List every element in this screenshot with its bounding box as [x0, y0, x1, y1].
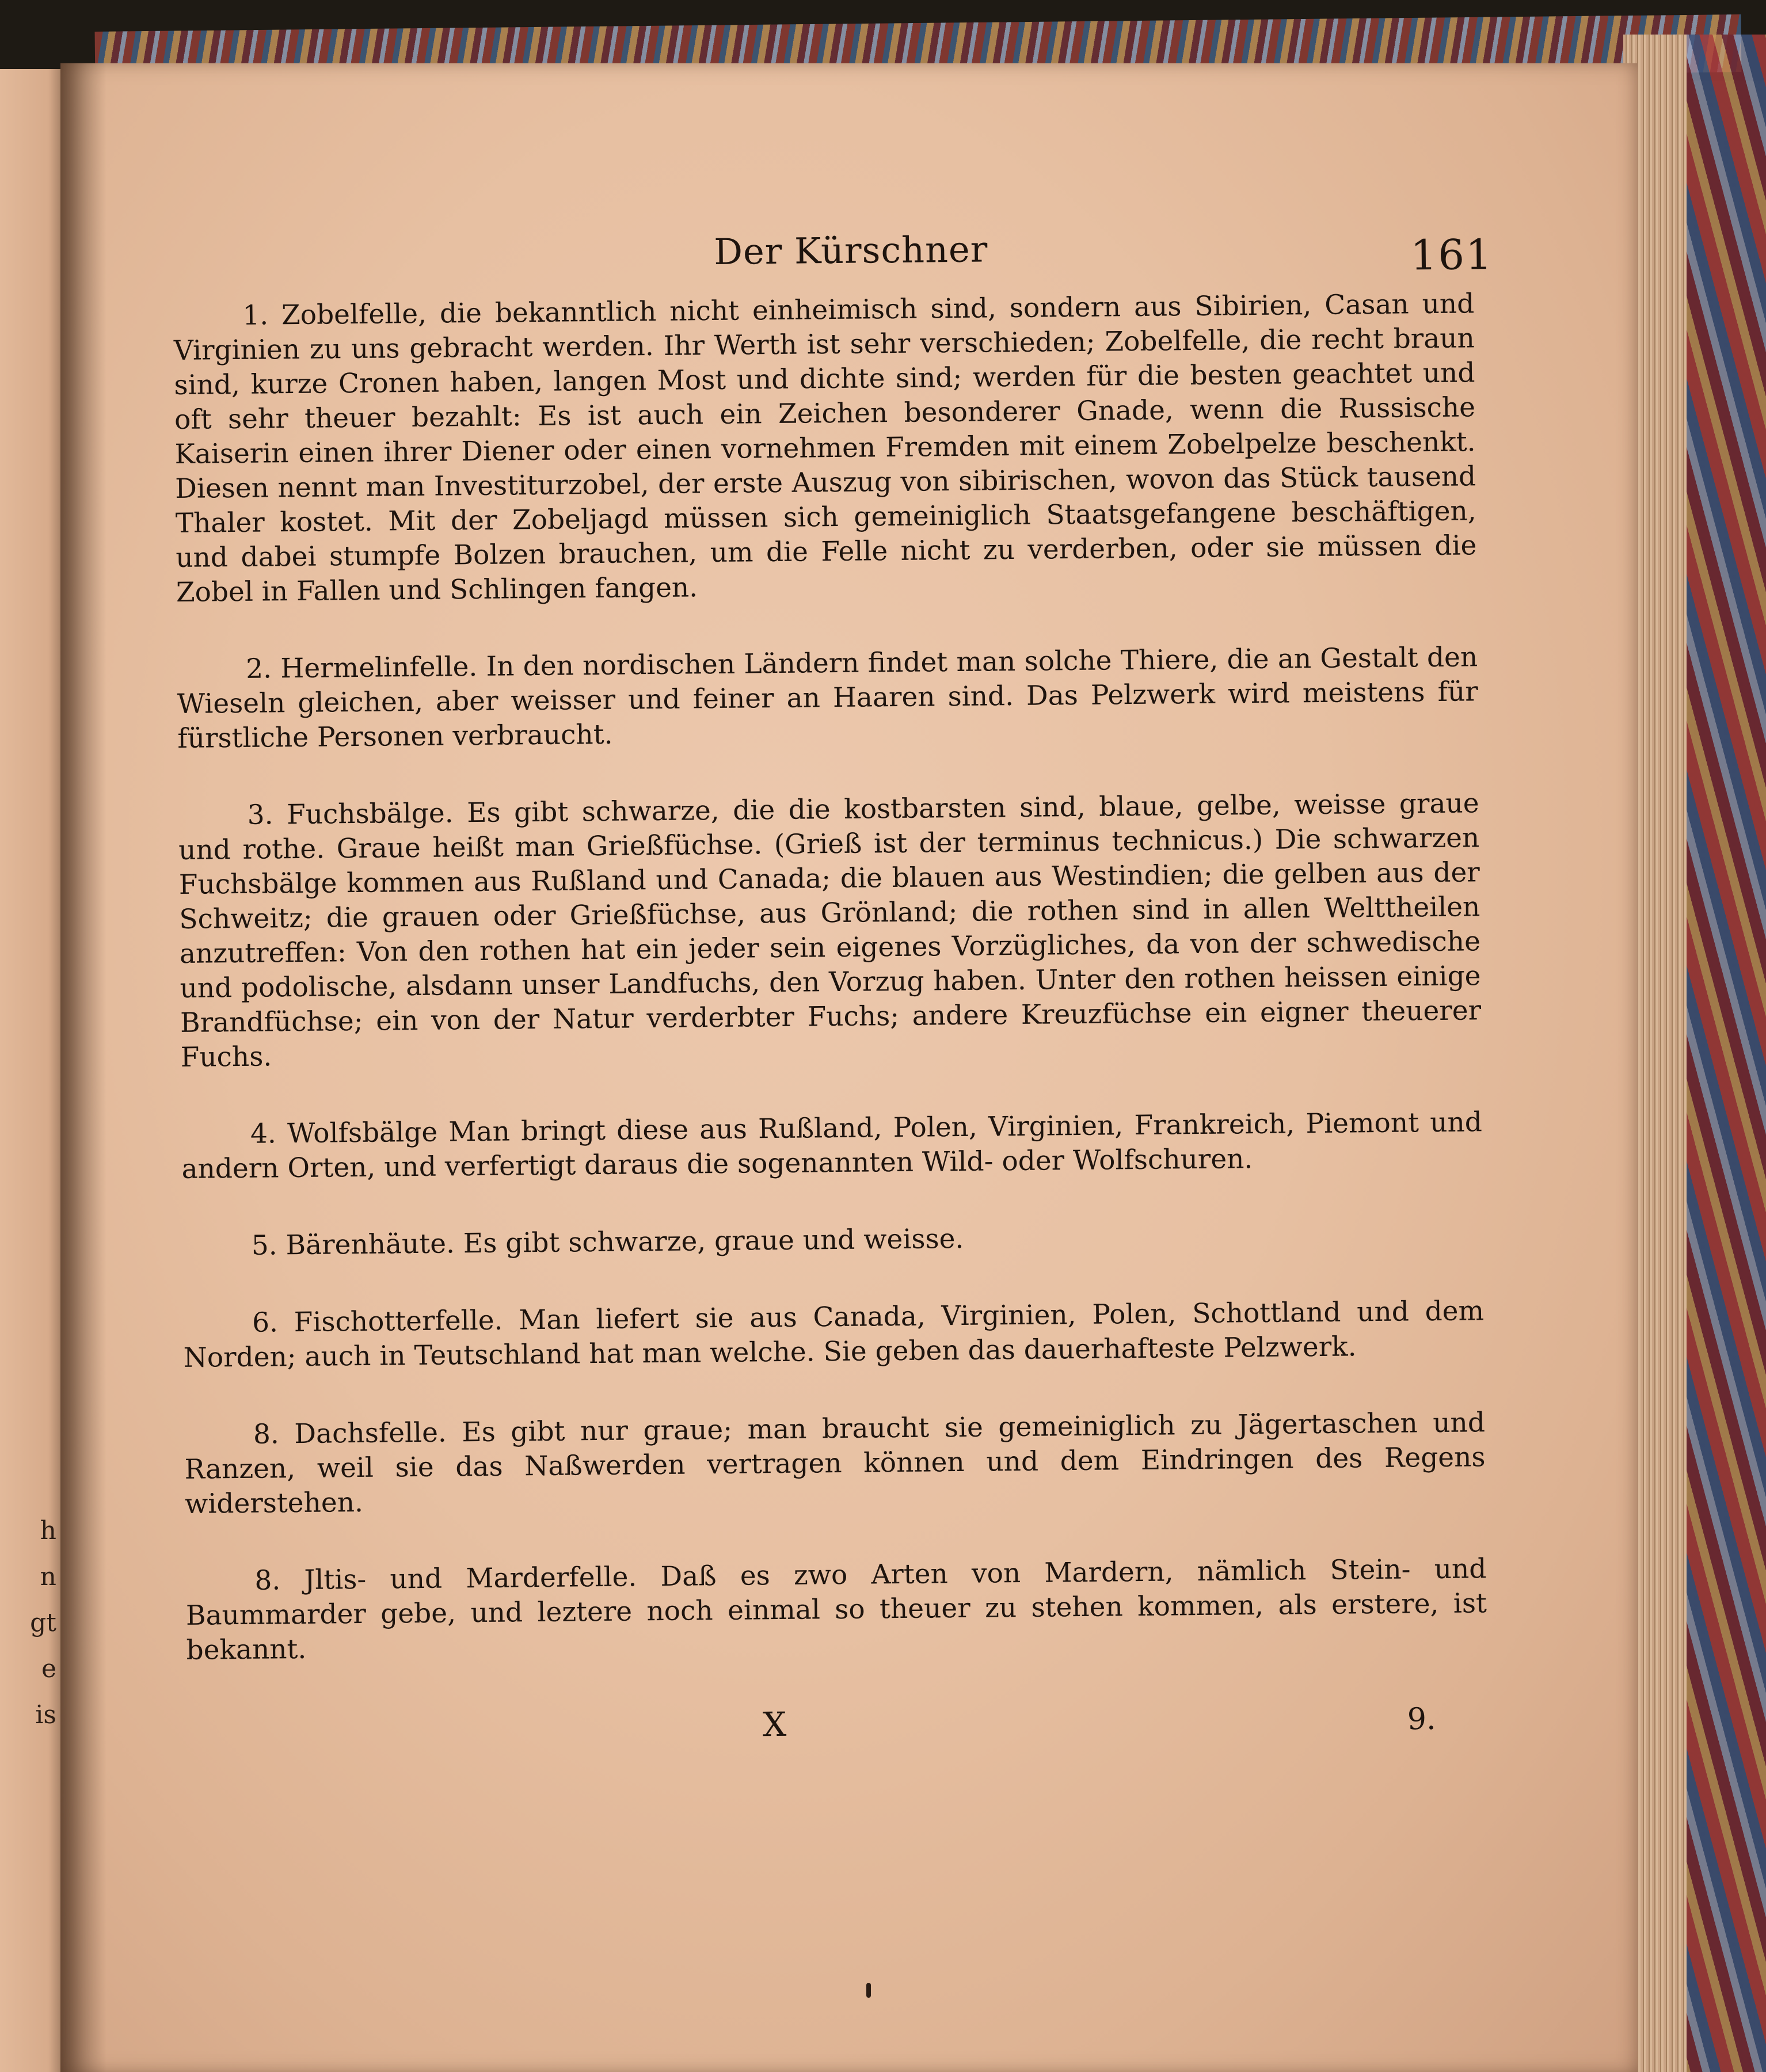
left-fragment: h [40, 1516, 56, 1545]
entry-zobelfelle: 1. Zobelfelle, die bekanntlich nicht einheimisch sind, sondern aus Sibirien, Casan und Virginien zu uns gebracht werden. Ihr Werth ist sehr verschieden; Zobelfelle, die recht braun sind, kurze Cronen haben, langen Most und dichte sind; werden für die besten geachtet und oft sehr theuer bezahlt: Es ist auch ein Zeichen besonderer Gnade, wenn die Russische Kaiserin einen ihrer Diener oder einen vornehmen Fremden mit einem Zobelpelze beschenkt. Diesen nennt man Investiturzobel, der erste Auszug von sibirischen, wovon das Stück tausend Thaler kostet. Mit der Zobeljagd müssen sich gemeiniglich Staatsgefangene beschäftigen, und dabei stumpfe Bolzen brauchen, um die Felle nicht zu verderben, oder sie müssen die Zobel in Fallen und Schlingen fangen. [173, 288, 1477, 608]
ink-mark [866, 1983, 871, 1998]
entry-baerenhaeute: 5. Bärenhäute. Es gibt schwarze, graue und weisse. [251, 1222, 964, 1262]
running-title: Der Kürschner [713, 228, 988, 273]
entry-iltis-marderfelle: 8. Jltis- und Marderfelle. Daß es zwo Arten von Mardern, nämlich Stein- und Baummarder gebe, und leztere noch einmal so theuer zu stehen kommen, als erstere, ist bekannt. [185, 1553, 1487, 1666]
left-fragment: is [35, 1700, 56, 1730]
signature-mark: X [762, 1704, 787, 1745]
entry-dachsfelle: 8. Dachsfelle. Es gibt nur graue; man braucht sie gemeiniglich zu Jägertaschen und Ranzen, weil sie das Naßwerden vertragen können und dem Eindringen des Regens widerstehen. [184, 1407, 1486, 1520]
left-fragment: n [40, 1562, 56, 1591]
entry-hermelinfelle: 2. Hermelinfelle. In den nordischen Ländern findet man solche Thiere, die an Gestalt den Wieseln gleichen, aber weisser und feiner an Haaren sind. Das Pelzwerk wird meistens für fürstliche Personen verbraucht. [177, 641, 1478, 755]
page-text-block [173, 223, 1494, 1768]
entry-fischotterfelle: 6. Fischotterfelle. Man liefert sie aus Canada, Virginien, Polen, Schottland und dem Norden; auch in Teutschland hat man welche. Sie geben das dauerhafteste Pelzwerk. [183, 1295, 1485, 1374]
left-facing-page [0, 69, 69, 2072]
left-page-text-fragments [22, 1508, 56, 1738]
page-number: 161 [1410, 230, 1494, 280]
entry-fuchsbaelge: 3. Fuchsbälge. Es gibt schwarze, die die kostbarsten sind, blaue, gelbe, weisse graue und rothe. Graue heißt man Grießfüchse. (Grieß ist der terminus technicus.) Die schwarzen Fuchsbälge kommen aus Rußland und Canada; die blauen aus Westindien; die gelben aus der Schweitz; die grauen oder Grießfüchse, aus Grönland; die rothen sind in allen Welttheilen anzutreffen: Von den rothen hat ein jeder sein eigenes Vorzügliches, da von der schwedische und podolische, alsdann unser Landfuchs, den Vorzug haben. Unter den rothen heissen einige Brandfüchse; ein von der Natur verderbter Fuchs; andere Kreuzfüchse ein eigner theuerer Fuchs. [178, 787, 1482, 1073]
left-fragment: e [41, 1654, 56, 1684]
entry-wolfsbaelge: 4. Wolfsbälge Man bringt diese aus Rußland, Polen, Virginien, Frankreich, Piemont und andern Orten, und verfertigt daraus die sogenannten Wild- oder Wolfschuren. [181, 1106, 1483, 1185]
gutter-shadow [60, 63, 106, 2072]
catchword: 9. [1407, 1702, 1436, 1737]
left-fragment: gt [30, 1608, 56, 1637]
page-header [173, 223, 1494, 299]
